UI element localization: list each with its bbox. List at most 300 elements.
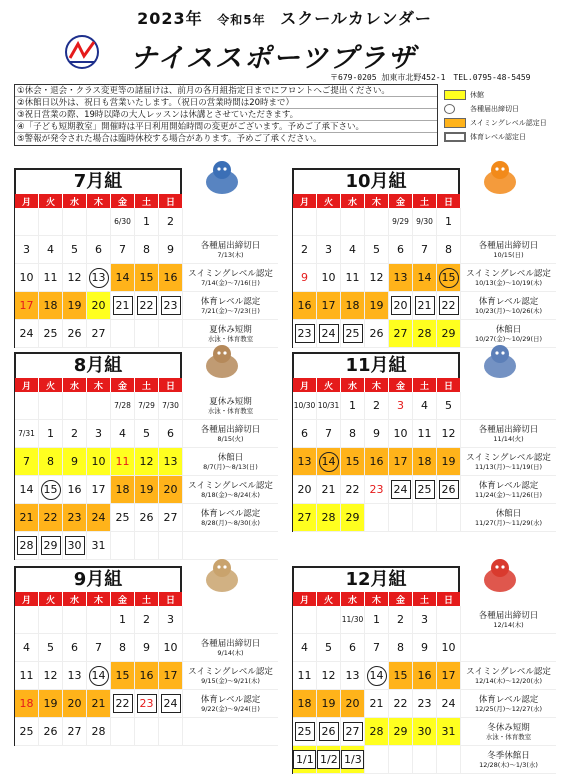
event-dates: 水泳・体育教室 (207, 406, 254, 415)
event-title: 各種届出締切日 (200, 638, 261, 649)
day-cell (317, 718, 341, 746)
day-cell (111, 264, 135, 292)
day-cell (389, 662, 413, 690)
event-title: 冬季休館日 (487, 750, 530, 761)
header-spacer (461, 194, 556, 208)
day-number: 3 (23, 243, 30, 256)
event-title: 夏休み短期 (209, 396, 252, 407)
day-cell (15, 606, 39, 634)
event-dates: 7/14(金)〜7/16(日) (201, 278, 260, 287)
day-number: 20 (391, 296, 411, 315)
day-number: 12 (67, 271, 82, 284)
day-cell (389, 504, 413, 532)
day-number: 3 (397, 399, 404, 412)
day-cell (365, 420, 389, 448)
day-cell (389, 448, 413, 476)
day-cell (317, 606, 341, 634)
day-cell (413, 718, 437, 746)
day-cell (293, 448, 317, 476)
event-title: スイミングレベル認定 (188, 666, 273, 677)
day-cell (111, 476, 135, 504)
weekday-header: 日 (437, 592, 461, 606)
day-number: 15 (41, 480, 61, 500)
day-cell (87, 448, 111, 476)
event-dates: 水泳・体育教室 (485, 732, 532, 741)
day-number: 18 (43, 299, 58, 312)
day-number: 28 (321, 511, 336, 524)
weekday-header: 水 (341, 194, 365, 208)
day-cell (87, 476, 111, 504)
weekday-header: 金 (389, 378, 413, 392)
month-title: 10月組 (292, 168, 460, 194)
event-title: 体育レベル認定 (478, 296, 539, 307)
month-title: 7月組 (14, 168, 182, 194)
day-number: 14 (367, 666, 387, 686)
day-cell (293, 476, 317, 504)
day-cell (317, 392, 341, 420)
day-cell (365, 606, 389, 634)
weekday-header: 木 (87, 592, 111, 606)
day-cell (293, 236, 317, 264)
day-number: 14 (319, 452, 339, 472)
day-number: 22 (113, 694, 133, 713)
day-cell (341, 476, 365, 504)
weekday-header: 土 (413, 378, 437, 392)
legend-swatch (444, 90, 466, 100)
event-dates: 10/13(金)〜10/19(木) (474, 278, 543, 287)
day-cell (413, 392, 437, 420)
weekday-header: 土 (135, 378, 159, 392)
day-cell (111, 690, 135, 718)
day-cell (413, 746, 437, 774)
day-number: 4 (119, 427, 126, 440)
day-cell (413, 208, 437, 236)
day-number: 30 (65, 536, 85, 555)
day-cell (87, 532, 111, 560)
day-cell (317, 292, 341, 320)
day-cell (135, 208, 159, 236)
event-info (461, 476, 556, 504)
day-cell (15, 634, 39, 662)
header-spacer (183, 194, 278, 208)
event-title: スイミングレベル認定 (466, 268, 551, 279)
day-cell (15, 392, 39, 420)
day-cell (15, 448, 39, 476)
notes-box (14, 84, 438, 146)
weekday-header: 土 (413, 194, 437, 208)
day-number: 24 (161, 694, 181, 713)
day-cell (63, 448, 87, 476)
day-cell (293, 746, 317, 774)
address-line: 〒679-0205 加東市北野452-1 TEL.0795-48-5459 (330, 73, 531, 82)
day-cell (317, 662, 341, 690)
day-cell (413, 320, 437, 348)
day-cell (87, 718, 111, 746)
day-number: 15 (345, 455, 360, 468)
day-cell (341, 448, 365, 476)
day-number: 18 (115, 483, 130, 496)
era-label: 令和5年 (217, 13, 266, 27)
event-info (461, 606, 556, 634)
day-number: 20 (297, 483, 312, 496)
day-number: 11 (43, 271, 58, 284)
day-number: 28 (417, 327, 432, 340)
day-cell (63, 236, 87, 264)
weekday-header: 火 (317, 194, 341, 208)
month-title: 9月組 (14, 566, 182, 592)
event-title: 体育レベル認定 (200, 694, 261, 705)
legend-label: 休館 (470, 91, 484, 99)
day-number: 27 (297, 511, 312, 524)
day-number: 10/30 (293, 401, 316, 410)
day-number: 13 (345, 669, 360, 682)
day-cell (135, 662, 159, 690)
day-cell (39, 320, 63, 348)
day-cell (135, 420, 159, 448)
day-cell (135, 236, 159, 264)
day-cell (111, 606, 135, 634)
day-number: 23 (369, 483, 384, 496)
event-info (461, 264, 556, 292)
weekday-header: 日 (159, 592, 183, 606)
day-cell (87, 606, 111, 634)
day-number: 1 (373, 613, 380, 626)
event-title: 体育レベル認定 (478, 480, 539, 491)
day-cell (365, 320, 389, 348)
day-cell (437, 264, 461, 292)
day-cell (39, 420, 63, 448)
day-cell (15, 504, 39, 532)
calendar-grid (14, 378, 277, 560)
event-title: 休館日 (217, 452, 244, 463)
day-number: 14 (417, 271, 432, 284)
event-dates: 11/14(火) (493, 434, 524, 443)
brand-name: ナイススポーツプラザ (130, 43, 417, 74)
day-number: 26 (139, 511, 154, 524)
day-number: 8 (397, 641, 404, 654)
day-number: 2 (373, 399, 380, 412)
event-dates: 水泳・体育教室 (207, 334, 254, 343)
event-info (461, 690, 556, 718)
weekday-header: 火 (317, 378, 341, 392)
day-number: 9 (71, 455, 78, 468)
day-cell (87, 236, 111, 264)
weekday-header: 火 (39, 592, 63, 606)
day-number: 24 (319, 324, 339, 343)
day-cell (15, 320, 39, 348)
day-cell (389, 690, 413, 718)
event-info (183, 236, 278, 264)
event-info (461, 420, 556, 448)
month-block-august (14, 352, 277, 560)
day-cell (159, 476, 183, 504)
day-cell (341, 504, 365, 532)
event-title: 体育レベル認定 (200, 296, 261, 307)
weekday-header: 木 (365, 378, 389, 392)
day-cell (63, 320, 87, 348)
event-info (183, 392, 278, 420)
day-cell (111, 662, 135, 690)
event-title: 各種届出締切日 (478, 240, 539, 251)
day-number: 19 (441, 455, 456, 468)
day-number: 21 (91, 697, 106, 710)
event-dates: 8/15(火) (217, 434, 244, 443)
event-dates: 9/15(金)〜9/21(木) (201, 676, 260, 685)
event-dates: 11/27(月)〜11/29(水) (474, 518, 543, 527)
day-number: 2 (167, 215, 174, 228)
day-number: 10 (19, 271, 34, 284)
weekday-header: 月 (293, 378, 317, 392)
day-cell (39, 392, 63, 420)
day-number: 16 (163, 271, 178, 284)
day-cell (341, 264, 365, 292)
day-number: 27 (91, 327, 106, 340)
event-info (183, 476, 278, 504)
day-cell (159, 264, 183, 292)
event-info (183, 690, 278, 718)
event-info (461, 292, 556, 320)
event-info (183, 292, 278, 320)
day-number: 15 (439, 268, 459, 288)
day-number: 8 (143, 243, 150, 256)
day-cell (365, 718, 389, 746)
day-cell (111, 420, 135, 448)
day-cell (341, 634, 365, 662)
day-cell (317, 746, 341, 774)
day-cell (413, 420, 437, 448)
day-cell (365, 634, 389, 662)
day-number: 23 (417, 697, 432, 710)
day-cell (63, 264, 87, 292)
day-cell (111, 504, 135, 532)
day-cell (389, 392, 413, 420)
day-number: 3 (325, 243, 332, 256)
calendar-title: スクールカレンダー (280, 9, 432, 28)
day-cell (293, 504, 317, 532)
day-cell (365, 448, 389, 476)
event-info (461, 236, 556, 264)
day-number: 15 (115, 669, 130, 682)
day-cell (159, 236, 183, 264)
day-cell (413, 606, 437, 634)
day-number: 30 (417, 725, 432, 738)
day-cell (15, 420, 39, 448)
day-cell (135, 448, 159, 476)
day-cell (63, 420, 87, 448)
day-cell (159, 718, 183, 746)
day-number: 27 (67, 725, 82, 738)
day-cell (365, 662, 389, 690)
day-number: 10/31 (317, 401, 340, 410)
day-cell (135, 264, 159, 292)
day-cell (293, 606, 317, 634)
day-number: 14 (115, 271, 130, 284)
event-title: 体育レベル認定 (478, 694, 539, 705)
weekday-header: 水 (63, 378, 87, 392)
day-number: 5 (373, 243, 380, 256)
day-number: 10 (321, 271, 336, 284)
day-number: 7 (421, 243, 428, 256)
day-cell (135, 476, 159, 504)
day-number: 25 (115, 511, 130, 524)
day-number: 11 (297, 669, 312, 682)
event-dates: 11/24(金)〜11/26(日) (474, 490, 543, 499)
day-cell (389, 292, 413, 320)
day-cell (437, 236, 461, 264)
day-number: 18 (19, 697, 34, 710)
day-cell (341, 690, 365, 718)
day-number: 6 (301, 427, 308, 440)
legend-item (444, 88, 556, 102)
note-line: ②休館日以外は、祝日も営業いたします。（祝日の営業時間は20時まで） (15, 97, 437, 109)
day-number: 8 (349, 427, 356, 440)
day-cell (135, 606, 159, 634)
day-number: 31 (91, 539, 106, 552)
day-cell (135, 320, 159, 348)
day-number: 2 (71, 427, 78, 440)
month-block-july (14, 168, 277, 348)
day-number: 13 (297, 455, 312, 468)
weekday-header: 日 (437, 378, 461, 392)
day-cell (437, 208, 461, 236)
day-cell (365, 236, 389, 264)
event-title: 各種届出締切日 (200, 240, 261, 251)
legend-swatch (444, 104, 455, 114)
day-number: 25 (43, 327, 58, 340)
day-number: 11 (19, 669, 34, 682)
day-number: 4 (349, 243, 356, 256)
day-number: 3 (421, 613, 428, 626)
day-cell (437, 504, 461, 532)
day-cell (365, 208, 389, 236)
day-cell (39, 236, 63, 264)
event-title: 各種届出締切日 (478, 424, 539, 435)
day-cell (389, 476, 413, 504)
day-number: 26 (319, 722, 339, 741)
day-cell (39, 690, 63, 718)
day-cell (437, 392, 461, 420)
day-cell (413, 448, 437, 476)
day-cell (39, 718, 63, 746)
event-info (461, 662, 556, 690)
day-cell (365, 746, 389, 774)
day-number: 22 (137, 296, 157, 315)
day-number: 13 (67, 669, 82, 682)
legend-item (444, 116, 556, 130)
calendar-grid (292, 592, 555, 774)
day-cell (341, 718, 365, 746)
day-cell (293, 264, 317, 292)
day-number: 31 (441, 725, 456, 738)
event-dates: 7/13(木) (217, 250, 244, 259)
weekday-header: 土 (135, 194, 159, 208)
day-cell (111, 236, 135, 264)
day-cell (87, 264, 111, 292)
day-cell (365, 392, 389, 420)
day-cell (317, 448, 341, 476)
day-number: 8 (445, 243, 452, 256)
day-number: 19 (369, 299, 384, 312)
event-title: スイミングレベル認定 (188, 480, 273, 491)
day-number: 23 (137, 694, 157, 713)
day-number: 25 (295, 722, 315, 741)
note-line: ⑤警報が発令された場合は臨時休校する場合があります。予めご了承ください。 (17, 134, 322, 144)
day-cell (389, 320, 413, 348)
day-cell (15, 718, 39, 746)
day-number: 20 (91, 299, 106, 312)
day-cell (63, 662, 87, 690)
day-cell (437, 476, 461, 504)
brand-logo-icon (62, 34, 102, 70)
day-cell (15, 264, 39, 292)
weekday-header: 金 (389, 592, 413, 606)
day-cell (111, 320, 135, 348)
day-number: 1/2 (317, 750, 340, 769)
day-number: 1/1 (293, 750, 316, 769)
day-cell (293, 292, 317, 320)
day-cell (341, 292, 365, 320)
weekday-header: 木 (87, 378, 111, 392)
page-title (0, 6, 569, 29)
day-cell (15, 476, 39, 504)
event-info (183, 504, 278, 532)
day-number: 14 (19, 483, 34, 496)
day-cell (63, 208, 87, 236)
day-number: 18 (297, 697, 312, 710)
weekday-header: 月 (15, 194, 39, 208)
weekday-header: 木 (365, 592, 389, 606)
event-title: スイミングレベル認定 (466, 666, 551, 677)
day-cell (111, 448, 135, 476)
legend-label: 体育レベル認定日 (470, 133, 526, 141)
day-cell (63, 292, 87, 320)
day-number: 9 (373, 427, 380, 440)
day-cell (437, 320, 461, 348)
day-number: 16 (297, 299, 312, 312)
month-block-december (292, 566, 555, 774)
day-number: 29 (393, 725, 408, 738)
weekday-header: 水 (63, 592, 87, 606)
calendar-grid (292, 194, 555, 348)
day-cell (39, 292, 63, 320)
day-number: 8 (119, 641, 126, 654)
day-number: 14 (89, 666, 109, 686)
day-cell (63, 476, 87, 504)
day-number: 16 (67, 483, 82, 496)
day-cell (413, 504, 437, 532)
event-title: 各種届出締切日 (478, 610, 539, 621)
day-cell (437, 420, 461, 448)
day-number: 21 (415, 296, 435, 315)
event-info (183, 264, 278, 292)
day-number: 27 (343, 722, 363, 741)
weekday-header: 金 (111, 378, 135, 392)
day-cell (159, 662, 183, 690)
day-cell (15, 236, 39, 264)
day-number: 1/3 (341, 750, 364, 769)
day-number: 23 (67, 511, 82, 524)
weekday-header: 水 (341, 378, 365, 392)
day-number: 12 (139, 455, 154, 468)
day-cell (437, 634, 461, 662)
day-number: 19 (321, 697, 336, 710)
event-dates: 12/14(木)〜12/20(水) (474, 676, 543, 685)
event-title: 冬休み短期 (487, 722, 530, 733)
day-cell (39, 606, 63, 634)
legend-swatch (444, 132, 466, 142)
note-line: ④「子ども短期教室」開催時は平日利用開始時間の変更がございます。予めご了承下さい。 (15, 121, 437, 133)
day-number: 26 (67, 327, 82, 340)
